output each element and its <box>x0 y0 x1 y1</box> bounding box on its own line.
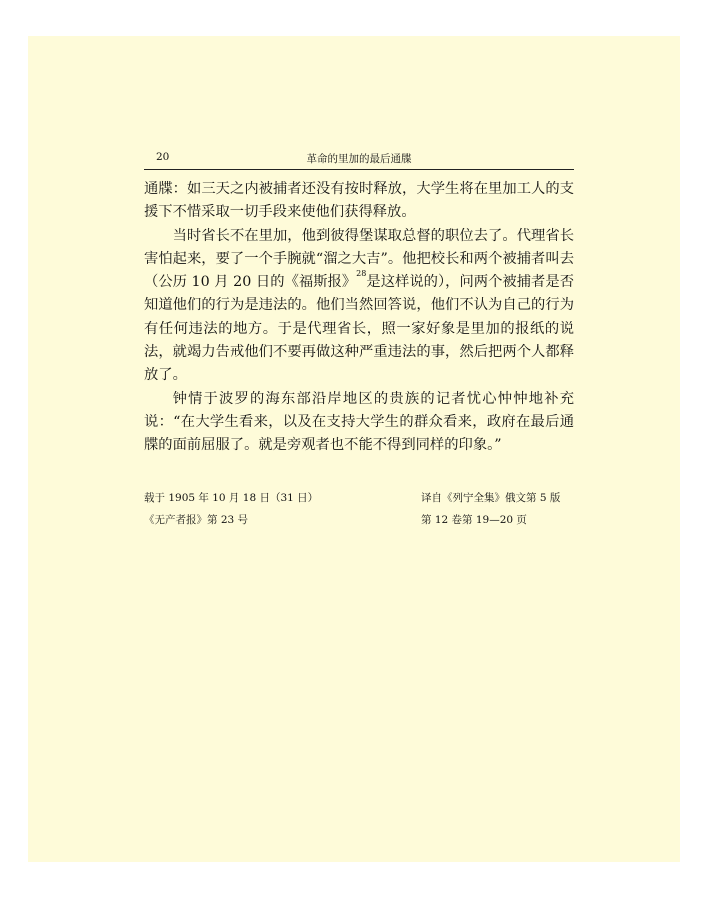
paragraph-2-text-a: 当时省长不在里加，他到彼得堡谋取总督的职位去了。代理省长害怕起来，要了一个手腕就“溜之大吉”。他把校长和两个被捕者叫去（公历 10 月 20 日的《福斯报》 <box>144 227 574 291</box>
translation-note <box>421 487 560 531</box>
paragraph-1: 通牒：如三天之内被捕者还没有按时释放，大学生将在里加工人的支援下不惜采取一切手段来使他们获得释放。 <box>144 181 574 221</box>
paragraph-2 <box>144 225 574 388</box>
page-number: 20 <box>156 151 170 163</box>
source-note <box>144 487 318 531</box>
source-note-line-1: 载于 1905 年 10 月 18 日（31 日） <box>144 492 319 504</box>
source-note-line-2: 《无产者报》第 23 号 <box>144 514 249 526</box>
main-text <box>144 178 574 458</box>
translation-note-line-2: 第 12 卷第 19—20 页 <box>421 514 527 526</box>
running-header <box>144 151 574 170</box>
endnote-marker: 28 <box>356 269 367 279</box>
running-title: 革命的里加的最后通牒 <box>306 153 412 165</box>
paragraph-3: 钟情于波罗的海东部沿岸地区的贵族的记者忧心忡忡地补充说：“在大学生看来，以及在支持大学生的群众看来，政府在最后通牒的面前屈服了。就是旁观者也不能不得到同样的印象。” <box>144 390 574 454</box>
paragraph-2-text-b: 是这样说的），问两个被捕者是否知道他们的行为是违法的。他们当然回答说，他们不认为自己的行为有任何违法的地方。于是代理省长，照一家好象是里加的报纸的说法，就竭力告戒他们不要再做这种严重违法的事，然后把两个人都释放了。 <box>144 274 574 384</box>
translation-note-line-1: 译自《列宁全集》俄文第 5 版 <box>421 492 561 504</box>
